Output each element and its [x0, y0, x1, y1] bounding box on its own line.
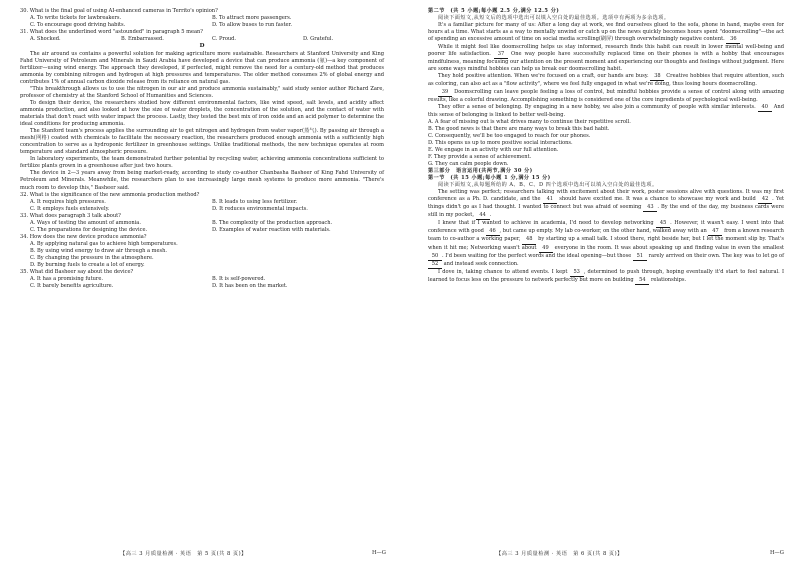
passage-d-paragraph-6: The device in 2—3 years away from being market-ready, according to study co-author Chanbasha Basheer of King Fahd University of Petroleum and Minerals. Meanwhile, the researchers plan to use increasingly large mesh systems to produce more ammonia. "There's much room to develop this," Basheer said. — [20, 170, 384, 191]
q35-option-a: A. It has a promising future. — [30, 276, 103, 283]
q34-option-b: B. By using wind energy to draw air through a mesh. — [30, 247, 168, 254]
section2-instructions: 阅读下面短文,从短文后的选项中选出可以填入空白处的最佳选项。选项中有两项为多余选项。 — [438, 15, 670, 22]
blank-36: 36 — [726, 36, 740, 44]
seven-choose-option-d: D. This opens us up to more positive social interactions. — [428, 139, 573, 146]
section2-title: 第二节 (共 5 小题;每小题 2.5 分,满分 12.5 分) — [428, 8, 560, 14]
seven-choose-p3-text-b: Creative hobbies that require attention, such as coloring, can also act as a "flow activity", where we feel fully engaged in what we're doing, thus losing hours doomscrolling. — [428, 73, 784, 88]
q33-option-d: D. Examples of water reaction with materials. — [212, 226, 331, 233]
cloze-p2-text-d: from a known research team to co-author a working paper, — [428, 228, 784, 243]
left-page-code: H—G — [372, 550, 386, 556]
right-column — [428, 8, 784, 285]
q35-stem: 35. What did Basheer say about the device? — [20, 269, 134, 276]
q32-option-d: D. It reduces environmental impacts. — [212, 205, 308, 212]
blank-54: 54 — [635, 277, 649, 285]
cloze-p2-text-g: . I'd been waiting for the perfect words and the ideal opening—but those — [442, 252, 632, 259]
seven-choose-option-e: E. We engage in an activity with our full attention. — [428, 146, 559, 153]
cloze-p1-text-e: . — [489, 212, 492, 219]
seven-choose-paragraph-5 — [428, 104, 784, 119]
q31-option-c: C. Proud. — [212, 36, 237, 43]
q31-option-d: D. Grateful. — [303, 36, 334, 43]
cloze-p1-text-c: . Yet things didn't go as I had thought. I wanted to connect but was afraid of seeming — [428, 196, 785, 211]
right-page-footer: 【高三 3 月质量检测 · 英语 第 6 页(共 8 页)】 — [496, 551, 623, 557]
seven-choose-p1-text: It's a familiar picture for many of us: After a long day at work, we find ourselves glued to the sofa, phone in hand, maybe even for hours at a time. What starts as a way to mentally unwind or catch up on the news quickly becomes hours spent "doomscrolling"—the act of spending an excessive amount of time on social media scrolling(刷屏) through overwhelmingly negative content. — [428, 22, 784, 43]
blank-49: 49 — [539, 245, 553, 253]
blank-43: 43 — [643, 204, 657, 212]
cloze-paragraph-3 — [428, 269, 784, 285]
blank-38: 38 — [650, 73, 664, 81]
q33-stem: 33. What does paragraph 3 talk about? — [20, 212, 121, 219]
seven-choose-p4-text: Doomscrolling can leave people feeling a loss of control, but mindful hobbies provide a sense of control along with amazing results, like a colorful drawing. Accomplishing something is considered one of the core ingredients of psychological well-being. — [428, 88, 784, 103]
cloze-p2-text-c: , but came up empty. My lab co-worker, on the other hand, walked away with an — [499, 228, 707, 235]
blank-41: 41 — [543, 196, 557, 204]
q33-option-c: C. The preparations for designing the device. — [30, 226, 148, 233]
seven-choose-paragraph-3 — [428, 73, 784, 88]
cloze-p2-text-f: everyone in the room. It was about speaking up and finding value in even the smallest — [554, 244, 784, 251]
cloze-paragraph-1 — [428, 189, 784, 220]
q30-stem: 30. What is the final goal of using AI-enhanced cameras in Territo's opinion? — [20, 8, 218, 14]
q32-option-c: C. It employs fuels extensively. — [30, 205, 110, 212]
cloze-p1-text-d: . By the end of the day, my business cards were still in my pocket, — [428, 204, 784, 219]
q35-option-c: C. It barely benefits agriculture. — [30, 283, 114, 290]
passage-d-paragraph-5: In laboratory experiments, the team demonstrated further potential by recycling water, achieving ammonia concentrations sufficient to fertilize plants grown in a greenhouse after just two hours. — [20, 156, 384, 170]
cloze-p1-text-b: should have excited me. It was a chance to showcase my work and build — [559, 196, 756, 203]
q34-option-d: D. By burning fuels to create a lot of energy. — [30, 262, 145, 269]
blank-53: 53 — [570, 269, 584, 277]
passage-d-paragraph-2: "This breakthrough allows us to use the nitrogen in our air and produce ammonia sustainably," said study senior author Richard Zare, professor of chemistry at the Stanford School of Humanities and Sciences. — [20, 85, 384, 99]
seven-choose-p5-text-b: And this sense of belonging is linked to better well-being. — [428, 103, 784, 118]
section1-instructions: 阅读下面短文,从每题所给的 A、B、C、D 四个选项中选出可以填入空白处的最佳选项。 — [438, 182, 658, 189]
q30-option-c: C. To encourage good driving habits. — [30, 22, 126, 29]
blank-40: 40 — [758, 104, 772, 112]
blank-42: 42 — [758, 196, 772, 204]
seven-choose-option-c: C. Consequently, we'll be too engaged to reach for our phones. — [428, 132, 591, 139]
seven-choose-option-a: A. A fear of missing out is what drives many to continue their repetitive scroll. — [428, 118, 631, 125]
right-page — [400, 0, 800, 566]
cloze-p3-text-a: I dove in, taking chance to attend events. I kept — [438, 268, 568, 275]
seven-choose-p5-text-a: They offer a sense of belonging. By engaging in a new hobby, we also join a community of people with similar interests. — [438, 103, 756, 110]
seven-choose-paragraph-1 — [428, 22, 784, 44]
left-page-footer: 【高三 3 月质量检测 · 英语 第 5 页(共 8 页)】 — [120, 551, 247, 557]
passage-d-paragraph-4: The Stanford team's process applies the surrounding air to get nitrogen and hydrogen from water vapor(蒸气). By passing air through a mesh(网格) coated with chemicals to facilitate the necessary reaction, the researchers produced enough ammonia with a sufficiently high concentration to serve as a hydroponic fertilizer in greenhouse settings. Unlike traditional methods, the new technique operates at room temperature and standard atmospheric pressure. — [20, 128, 384, 156]
q32-option-b: B. It leads to using less fertilizer. — [212, 198, 298, 205]
seven-choose-p2-text-b: One way people have successfully replaced time on their phones is with a hobby that encourages mindfulness, meaning focusing our attention on the present moment and experiencing our thoughts and feelings without judgment. Here are some ways mindful hobbies can help us break our doomscrolling habit. — [428, 51, 785, 73]
q31-option-a: A. Shocked. — [30, 36, 61, 43]
cloze-p2-text-h: rarely arrived on their own. The key was to let go of — [648, 252, 785, 259]
cloze-p3-text-c: relationships. — [650, 276, 687, 283]
cloze-p2-text-a: I knew that if I wanted to achieve in academia, I'd need to develop networking — [438, 220, 654, 227]
q31-option-b: B. Embarrassed. — [121, 36, 164, 43]
passage-d-paragraph-3: To design their device, the researchers studied how different environmental factors, like wind speed, salt levels, and acidity affect ammonia production, and also looked at how the size of water droplets, the concentration of the solution, and the contact of water with materials that don't react with water impact the process. Lastly, they tested the best mix of iron oxide and an acid polymer to determine the ideal conditions for producing ammonia. — [20, 99, 384, 128]
q32-stem: 32. What is the significance of the new ammonia production method? — [20, 191, 200, 198]
q34-option-a: A. By applying natural gas to achieve high temperatures. — [30, 240, 178, 247]
blank-48: 48 — [522, 236, 536, 244]
blank-45: 45 — [656, 220, 670, 228]
seven-choose-paragraph-4 — [428, 89, 784, 104]
blank-39: 39 — [438, 89, 452, 97]
blank-47: 47 — [708, 228, 722, 236]
cloze-p2-text-b: . However, it wasn't easy. I went into that conference with good — [428, 220, 784, 235]
blank-50: 50 — [428, 253, 442, 261]
seven-choose-option-g: G. They can calm people down. — [428, 160, 509, 167]
q35-options — [20, 276, 384, 290]
cloze-p3-text-b: , determined to push through, hoping eventually it'd start to feel natural. I learned to focus less on the pressure to network perfectly but more on building — [428, 268, 784, 283]
part3-title: 第三部分 语言运用(共两节,满分 30 分) — [428, 168, 533, 175]
q32-options — [20, 199, 384, 213]
q34-option-c: C. By changing the pressure in the atmosphere. — [30, 255, 154, 261]
q30-option-b: B. To attract more passengers. — [212, 15, 292, 22]
q32-option-a: A. It requires high pressures. — [30, 198, 106, 205]
blank-52: 52 — [428, 261, 442, 269]
cloze-p2-text-e: by starting up a small talk. I stood there, right beside her, but I let the moment slip by. That's when it hit me; Networking wasn't about — [428, 236, 784, 251]
passage-d-paragraph-1: The air around us contains a powerful solution for making agriculture more sustainable. Researchers at Stanford University and King Fahd University of Petroleum and Minerals in Saudi Arabia have developed a device that can produce ammonia (氨)—a key component of fertilizer—using wind energy. The approach they developed, if perfected, might remove the need for a century-old method that produces ammonia by combining nitrogen and hydrogen at high pressures and temperatures. The older method consumes 2% of global energy and contributes 1% of annual carbon dioxide release from its reliance on natural gas. — [20, 50, 384, 85]
q31-options — [20, 36, 384, 43]
blank-37: 37 — [494, 51, 508, 59]
section1-title: 第一节 (共 15 小题;每小题 1 分,满分 15 分) — [428, 175, 551, 182]
seven-choose-paragraph-2 — [428, 44, 784, 73]
blank-46: 46 — [486, 228, 500, 236]
blank-51: 51 — [633, 253, 647, 261]
q33-options — [20, 220, 384, 234]
right-page-code: H—G — [770, 550, 784, 556]
cloze-paragraph-2 — [428, 220, 784, 268]
q30-options — [20, 15, 384, 29]
seven-choose-option-b: B. The good news is that there are many ways to break this bad habit. — [428, 125, 610, 132]
q30-option-d: D. To allow buses to run faster. — [212, 22, 293, 29]
left-column — [20, 8, 384, 290]
q31-stem: 31. What does the underlined word "astounded" in paragraph 5 mean? — [20, 29, 204, 36]
q30-option-a: A. To write tickets for lawbreakers. — [30, 15, 122, 22]
q33-option-b: B. The complexity of the production approach. — [212, 219, 333, 226]
q33-option-a: A. Ways of testing the amount of ammonia. — [30, 219, 141, 226]
cloze-p1-text-a: The setting was perfect; researchers talking with excitement about their work, poster sessions alive with questions. It was my first conference as a Ph. D. candidate, and the — [428, 189, 784, 203]
q34-stem: 34. How does the new device produce ammonia? — [20, 233, 147, 240]
cloze-p2-text-i: and instead seek connection. — [443, 260, 519, 267]
passage-d-letter: D — [199, 43, 205, 50]
seven-choose-p3-text-a: They hold positive attention. When we're focused on a craft, our hands are busy. — [438, 73, 649, 80]
blank-44: 44 — [476, 212, 490, 220]
seven-choose-option-f: F. They provide a sense of achievement. — [428, 153, 532, 160]
seven-choose-p2-text-a: While it might feel like doomscrolling helps us stay informed, research finds this habit can result in lower mental well-being and poorer life satisfaction. — [428, 44, 784, 58]
q35-option-b: B. It is self-powered. — [212, 276, 266, 283]
q35-option-d: D. It has been on the market. — [212, 283, 288, 290]
